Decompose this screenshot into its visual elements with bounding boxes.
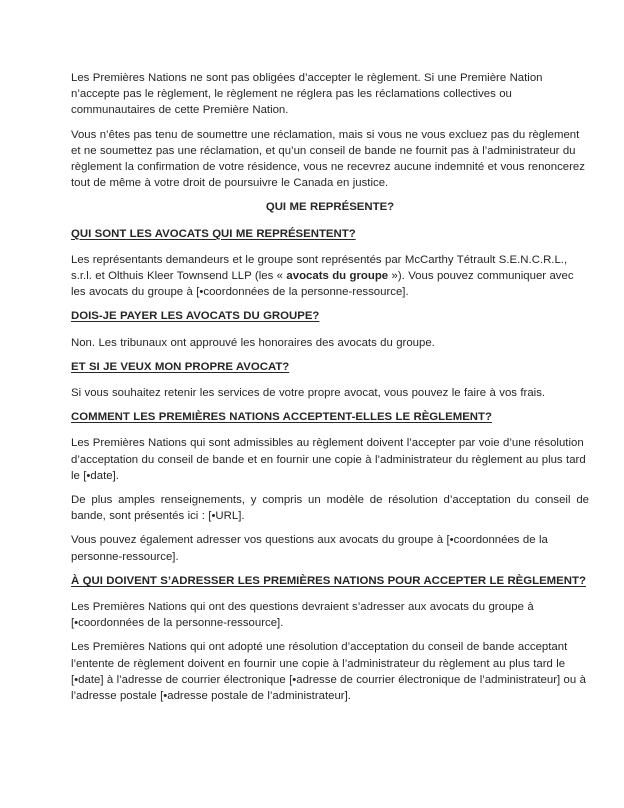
- text-run: Si vous souhaitez retenir les services de votre propre avocat, vous pouvez le faire à vos frais.: [71, 387, 546, 400]
- text-run: Les Premières Nations qui sont admissibles au règlement doivent l’accepter par voie d’une résolution d’acceptation du conseil de bande et en fournir une copie à l’administrateur du règlement au plus tard le [•date].: [71, 437, 586, 482]
- section-heading: [71, 308, 589, 324]
- bold-term: avocats du groupe: [286, 270, 389, 283]
- paragraph: [71, 252, 589, 301]
- text-run: QUI ME REPRÉSENTE?: [265, 201, 395, 214]
- centered-heading: [71, 199, 589, 215]
- text-run: À QUI DOIVENT S’ADRESSER LES PREMIÈRES NATIONS POUR ACCEPTER LE RÈGLEMENT?: [71, 574, 586, 587]
- text-run: COMMENT LES PREMIÈRES NATIONS ACCEPTENT-ELLES LE RÈGLEMENT?: [71, 411, 492, 424]
- paragraph: [71, 70, 589, 119]
- paragraph: [71, 385, 589, 401]
- paragraph: [71, 492, 589, 524]
- text-run: Les Premières Nations qui ont adopté une résolution d’acceptation du conseil de bande acceptant l’entente de règlement doivent en fournir une copie à l’administrateur du règlement au plus tard le [•date] à l’adresse de courrier électronique [•adresse de courrier électronique de l’administrateur] ou à l’adresse postale [•adresse postale de l’administrateur].: [71, 641, 586, 703]
- text-run: Les Premières Nations ne sont pas obligées d’accepter le règlement. Si une Première Nation n’accepte pas le règlement, le règlement ne réglera pas les réclamations collectives ou communautaires de cette Première Nation.: [71, 72, 543, 117]
- text-run: Non. Les tribunaux ont approuvé les honoraires des avocats du groupe.: [71, 336, 435, 349]
- paragraph: [71, 599, 589, 631]
- section-heading: [71, 226, 589, 242]
- section-heading: [71, 573, 589, 589]
- document-content: [71, 70, 589, 704]
- text-run: Les représentants demandeurs et le groupe sont représentés par McCarthy Tétrault S.E.N.C.R.L., s.r.l. et Olthuis Kleer Townsend LLP (les «: [71, 253, 568, 283]
- text-run: ET SI JE VEUX MON PROPRE AVOCAT?: [71, 360, 290, 373]
- text-run: DOIS-JE PAYER LES AVOCATS DU GROUPE?: [71, 310, 320, 323]
- text-run: QUI SONT LES AVOCATS QUI ME REPRÉSENTENT?: [71, 227, 356, 240]
- text-run: Vous pouvez également adresser vos questions aux avocats du groupe à [•coordonnées de la personne-ressource].: [71, 534, 548, 563]
- section-heading: [71, 409, 589, 425]
- section-heading: [71, 359, 589, 375]
- text-run: De plus amples renseignements, y compris un modèle de résolution d’acceptation du conseil de bande, sont présentés ici : [•URL].: [71, 494, 589, 523]
- paragraph: [71, 127, 589, 192]
- text-run: Vous n’êtes pas tenu de soumettre une réclamation, mais si vous ne vous excluez pas du règlement et ne soumettez pas une réclamation, et qu’un conseil de bande ne fournit pas à l’administrateur du règlement la confirmation de votre résidence, vous ne recevrez aucune indemnité et vous renoncerez tout de même à votre droit de poursuivre le Canada en justice.: [71, 128, 585, 190]
- paragraph: [71, 532, 589, 564]
- text-run: Les Premières Nations qui ont des questions devraient s’adresser aux avocats du groupe à [•coordonnées de la personne-ressource].: [71, 601, 534, 630]
- paragraph: [71, 335, 589, 351]
- text-run: »). Vous pouvez communiquer avec les avocats du groupe à [•coordonnées de la personne-ressource].: [71, 270, 574, 299]
- paragraph: [71, 639, 589, 704]
- paragraph: [71, 435, 589, 484]
